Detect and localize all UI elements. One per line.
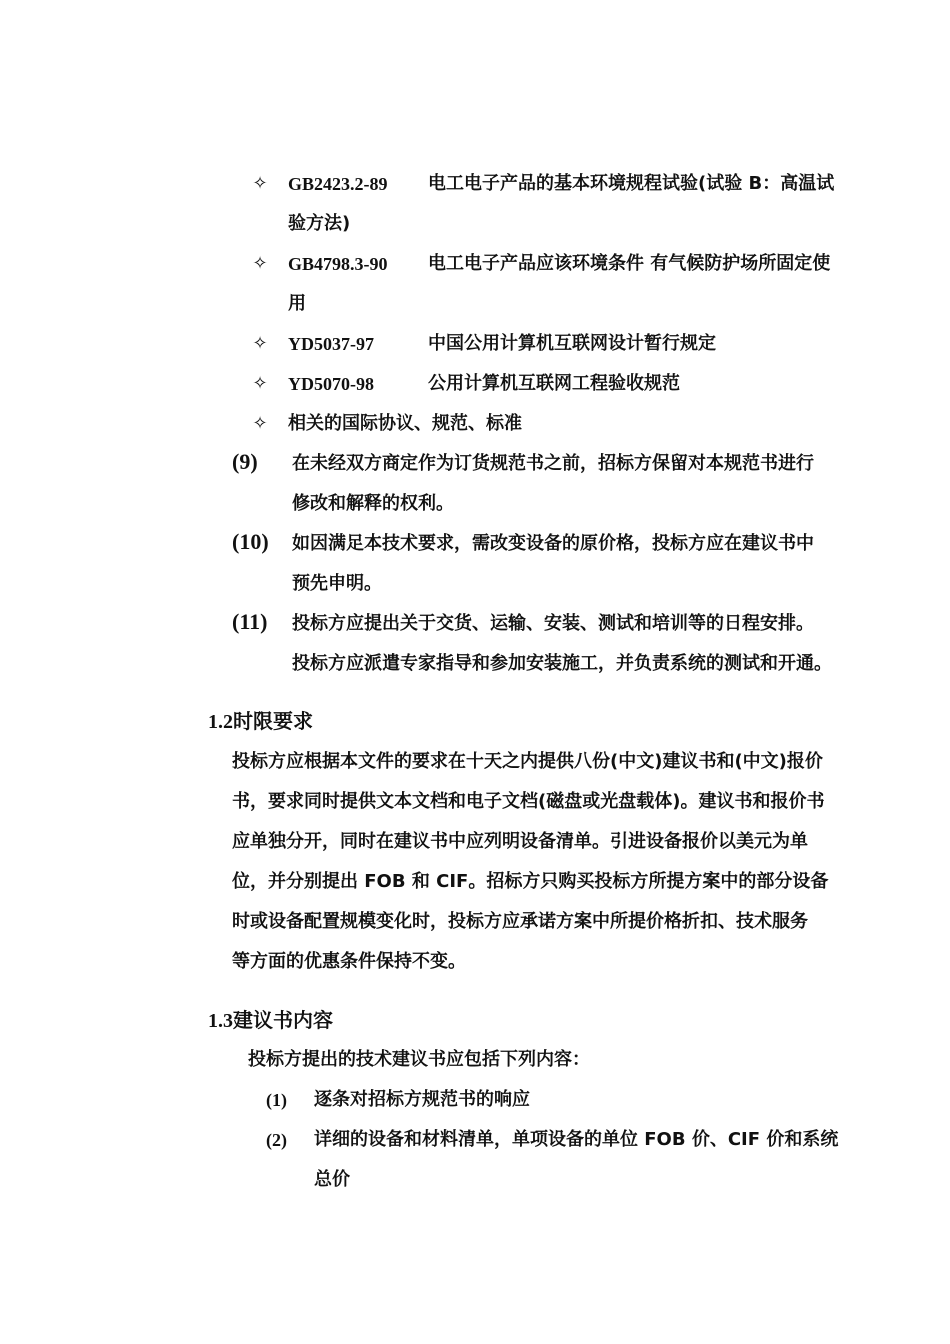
item-text-cont: 投标方应派遣专家指导和参加安装施工，并负责系统的测试和开通。	[292, 653, 832, 674]
section-title: 建议书内容	[233, 1008, 333, 1032]
standard-desc: 相关的国际协议、规范、标准	[288, 413, 522, 434]
section-number: 1.3	[208, 1010, 233, 1032]
standard-code: YD5070-98	[288, 374, 374, 394]
star-bullet-icon: ✧	[252, 173, 268, 194]
item-text: 在未经双方商定作为订货规范书之前，招标方保留对本规范书进行	[292, 453, 814, 474]
star-bullet-icon: ✧	[252, 253, 268, 274]
sub-item-text: 逐条对招标方规范书的响应	[314, 1089, 530, 1110]
paragraph-line: 投标方应根据本文件的要求在十天之内提供八份(中文)建议书和(中文)报价	[232, 751, 823, 772]
standard-code: YD5037-97	[288, 334, 374, 354]
sub-item-number: (2)	[266, 1130, 287, 1150]
standard-desc: 电工电子产品的基本环境规程试验(试验 B：高温试	[428, 173, 835, 194]
standard-desc: 中国公用计算机互联网设计暂行规定	[428, 333, 716, 354]
sub-item-number: (1)	[266, 1090, 287, 1110]
item-text: 如因满足本技术要求，需改变设备的原价格，投标方应在建议书中	[292, 533, 814, 554]
standard-desc-cont: 验方法)	[288, 213, 351, 234]
item-text-cont: 修改和解释的权利。	[292, 493, 454, 514]
item-number: (11)	[232, 609, 268, 634]
sub-item-text: 详细的设备和材料清单，单项设备的单位 FOB 价、CIF 价和系统	[314, 1129, 839, 1150]
standard-code: GB4798.3-90	[288, 254, 388, 274]
section-heading	[208, 708, 313, 735]
standard-desc: 电工电子产品应该环境条件 有气候防护场所固定使	[428, 253, 831, 274]
paragraph-line: 等方面的优惠条件保持不变。	[232, 951, 466, 972]
sub-item-text-cont: 总价	[314, 1169, 350, 1190]
paragraph-line: 应单独分开，同时在建议书中应列明设备清单。引进设备报价以美元为单	[232, 831, 808, 852]
item-text: 投标方应提出关于交货、运输、安装、测试和培训等的日程安排。	[292, 613, 814, 634]
item-text-cont: 预先申明。	[292, 573, 382, 594]
paragraph-line: 位，并分别提出 FOB 和 CIF。招标方只购买投标方所提方案中的部分设备	[232, 871, 829, 892]
standard-code: GB2423.2-89	[288, 174, 388, 194]
star-bullet-icon: ✧	[252, 413, 268, 434]
section-title: 时限要求	[233, 709, 313, 733]
standard-desc-cont: 用	[288, 293, 306, 314]
paragraph-line: 时或设备配置规模变化时，投标方应承诺方案中所提价格折扣、技术服务	[232, 911, 808, 932]
item-number: (9)	[232, 449, 258, 474]
star-bullet-icon: ✧	[252, 333, 268, 354]
item-number: (10)	[232, 529, 269, 554]
section-intro: 投标方提出的技术建议书应包括下列内容：	[248, 1049, 590, 1070]
section-heading	[208, 1007, 333, 1034]
paragraph-line: 书，要求同时提供文本文档和电子文档(磁盘或光盘载体)。建议书和报价书	[232, 791, 825, 812]
standard-desc: 公用计算机互联网工程验收规范	[428, 373, 680, 394]
star-bullet-icon: ✧	[252, 373, 268, 394]
section-number: 1.2	[208, 711, 233, 733]
